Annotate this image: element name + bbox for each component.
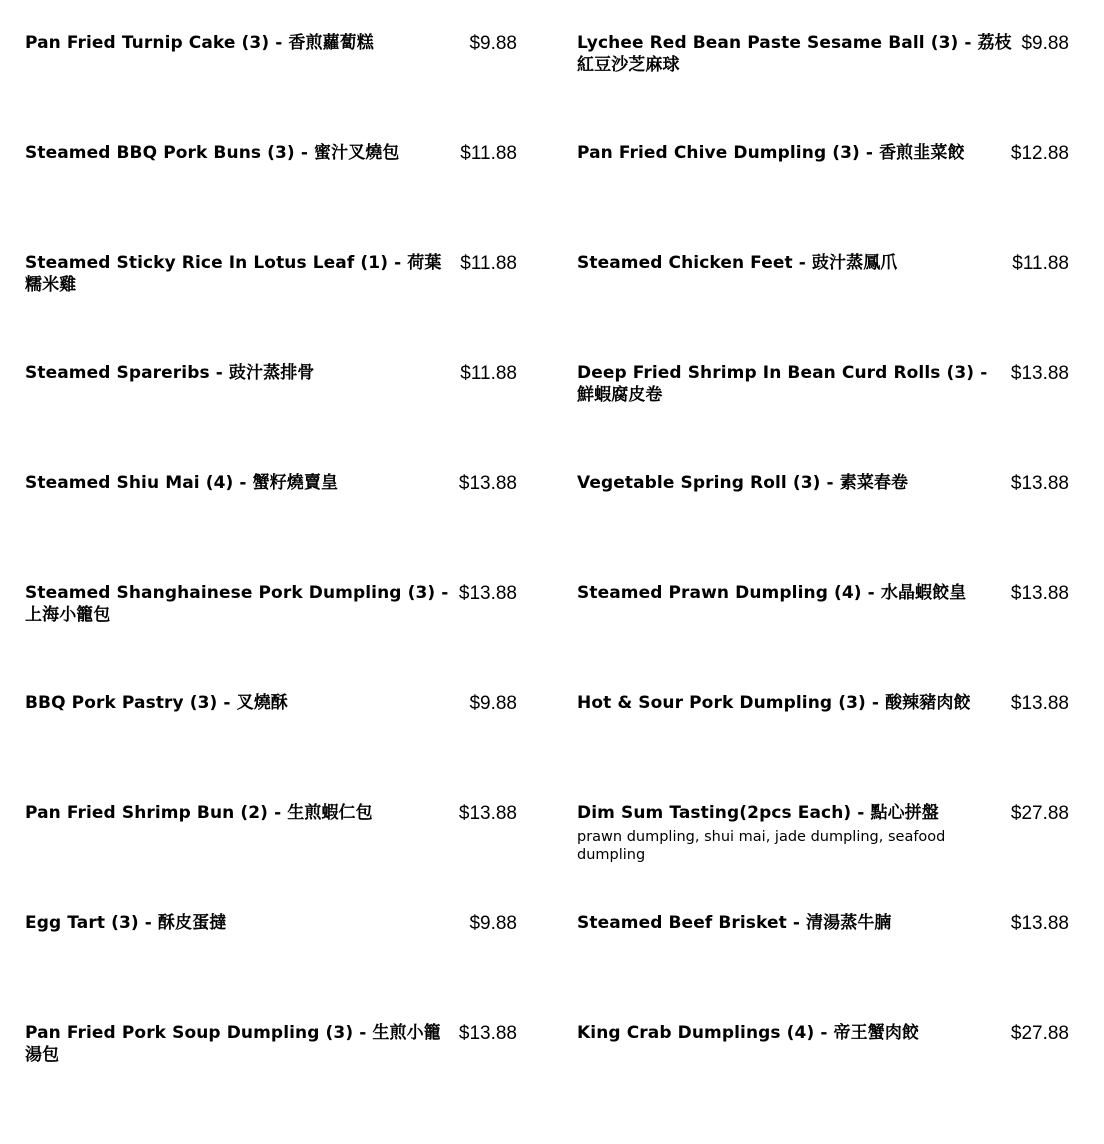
menu-item-text	[577, 472, 1011, 494]
menu-item-text	[577, 252, 1012, 274]
menu-item-text	[25, 1022, 459, 1066]
menu-item-name: Steamed Beef Brisket - 清湯蒸牛腩	[577, 913, 892, 933]
menu-item-price: $27.88	[1010, 803, 1069, 824]
menu-item-price: $9.88	[469, 33, 517, 54]
menu-item-price: $13.88	[1010, 583, 1069, 604]
menu-item-name: King Crab Dumplings (4) - 帝王蟹肉餃	[577, 1023, 920, 1043]
menu-item[interactable]	[577, 32, 1069, 142]
menu-item[interactable]	[577, 692, 1069, 802]
menu-item-price: $13.88	[458, 1023, 517, 1044]
menu-item[interactable]	[25, 692, 517, 802]
menu-item-text	[577, 142, 1011, 164]
menu-item-text	[577, 912, 1011, 934]
menu-item-name: Pan Fried Turnip Cake (3) - 香煎蘿蔔糕	[25, 33, 374, 53]
menu-item-text	[577, 692, 1011, 714]
menu-item-price: $9.88	[469, 913, 517, 934]
menu-item-price: $9.88	[1021, 33, 1069, 54]
menu-item-name: Steamed BBQ Pork Buns (3) - 蜜汁叉燒包	[25, 143, 400, 163]
menu-item[interactable]	[577, 802, 1069, 912]
menu-item-text	[25, 582, 459, 626]
menu-item-name: Hot & Sour Pork Dumpling (3) - 酸辣豬肉餃	[577, 693, 971, 713]
menu-item[interactable]	[25, 362, 517, 472]
menu-item-price: $13.88	[458, 473, 517, 494]
menu-item[interactable]	[577, 362, 1069, 472]
menu-item-price: $11.88	[460, 143, 517, 164]
menu-item-text	[577, 32, 1021, 76]
menu-column-right	[577, 32, 1069, 1132]
menu-item-price: $27.88	[1010, 1023, 1069, 1044]
menu-item[interactable]	[25, 472, 517, 582]
menu-item-price: $13.88	[1010, 693, 1069, 714]
menu-item-name: Vegetable Spring Roll (3) - 素菜春卷	[577, 473, 909, 493]
menu-item-price: $11.88	[1012, 253, 1069, 274]
menu-item-name: Deep Fried Shrimp In Bean Curd Rolls (3) - 鮮蝦腐皮卷	[577, 363, 988, 405]
menu-item-text	[25, 142, 460, 164]
menu-item-name: Egg Tart (3) - 酥皮蛋撻	[25, 913, 227, 933]
menu-item[interactable]	[577, 912, 1069, 1022]
menu-item-text	[25, 692, 469, 714]
menu-item-text	[25, 32, 469, 54]
menu-item-name: Lychee Red Bean Paste Sesame Ball (3) - 荔枝紅豆沙芝麻球	[577, 33, 1012, 75]
menu-item-text	[577, 582, 1011, 604]
menu-item-description: prawn dumpling, shui mai, jade dumpling, seafood dumpling	[577, 829, 946, 863]
menu-item-name: Steamed Sticky Rice In Lotus Leaf (1) - 荷葉糯米雞	[25, 253, 442, 295]
menu-item-name: Steamed Prawn Dumpling (4) - 水晶蝦餃皇	[577, 583, 967, 603]
menu-item[interactable]	[577, 252, 1069, 362]
menu-item-price: $13.88	[458, 583, 517, 604]
menu-item-price: $13.88	[458, 803, 517, 824]
menu-item-text	[25, 472, 459, 494]
menu-item-name: Steamed Chicken Feet - 豉汁蒸鳳爪	[577, 253, 898, 273]
menu-item-name: Dim Sum Tasting(2pcs Each) - 點心拼盤	[577, 803, 939, 823]
menu-item-text	[577, 1022, 1011, 1044]
menu-item-text	[25, 802, 459, 824]
menu-item-text	[577, 362, 1011, 406]
menu-item-text	[577, 802, 1011, 864]
menu-item[interactable]	[25, 802, 517, 912]
menu-item[interactable]	[577, 142, 1069, 252]
menu-item-name: Steamed Spareribs - 豉汁蒸排骨	[25, 363, 315, 383]
menu-item-name: BBQ Pork Pastry (3) - 叉燒酥	[25, 693, 288, 713]
menu-item[interactable]	[25, 32, 517, 142]
menu-item[interactable]	[25, 582, 517, 692]
menu-item-price: $12.88	[1010, 143, 1069, 164]
menu-item-name: Steamed Shiu Mai (4) - 蟹籽燒賣皇	[25, 473, 339, 493]
menu-item-text	[25, 912, 469, 934]
menu-item-price: $13.88	[1010, 913, 1069, 934]
menu-item-text	[25, 362, 460, 384]
menu-item-name: Pan Fried Chive Dumpling (3) - 香煎韭菜餃	[577, 143, 965, 163]
menu-item[interactable]	[25, 912, 517, 1022]
menu-item[interactable]	[577, 472, 1069, 582]
menu-item[interactable]	[25, 1022, 517, 1132]
menu-item-name: Steamed Shanghainese Pork Dumpling (3) - 上海小籠包	[25, 583, 449, 625]
menu-item-price: $13.88	[1010, 473, 1069, 494]
menu-item-price: $9.88	[469, 693, 517, 714]
menu-item-price: $11.88	[460, 363, 517, 384]
menu-item-price: $11.88	[460, 253, 517, 274]
menu-item-text	[25, 252, 460, 296]
menu-item[interactable]	[25, 252, 517, 362]
menu-item[interactable]	[25, 142, 517, 252]
menu-item-name: Pan Fried Pork Soup Dumpling (3) - 生煎小籠湯包	[25, 1023, 441, 1065]
menu-item-name: Pan Fried Shrimp Bun (2) - 生煎蝦仁包	[25, 803, 373, 823]
menu-item[interactable]	[577, 1022, 1069, 1132]
menu-item-price: $13.88	[1010, 363, 1069, 384]
menu-item[interactable]	[577, 582, 1069, 692]
menu-column-left	[25, 32, 517, 1132]
